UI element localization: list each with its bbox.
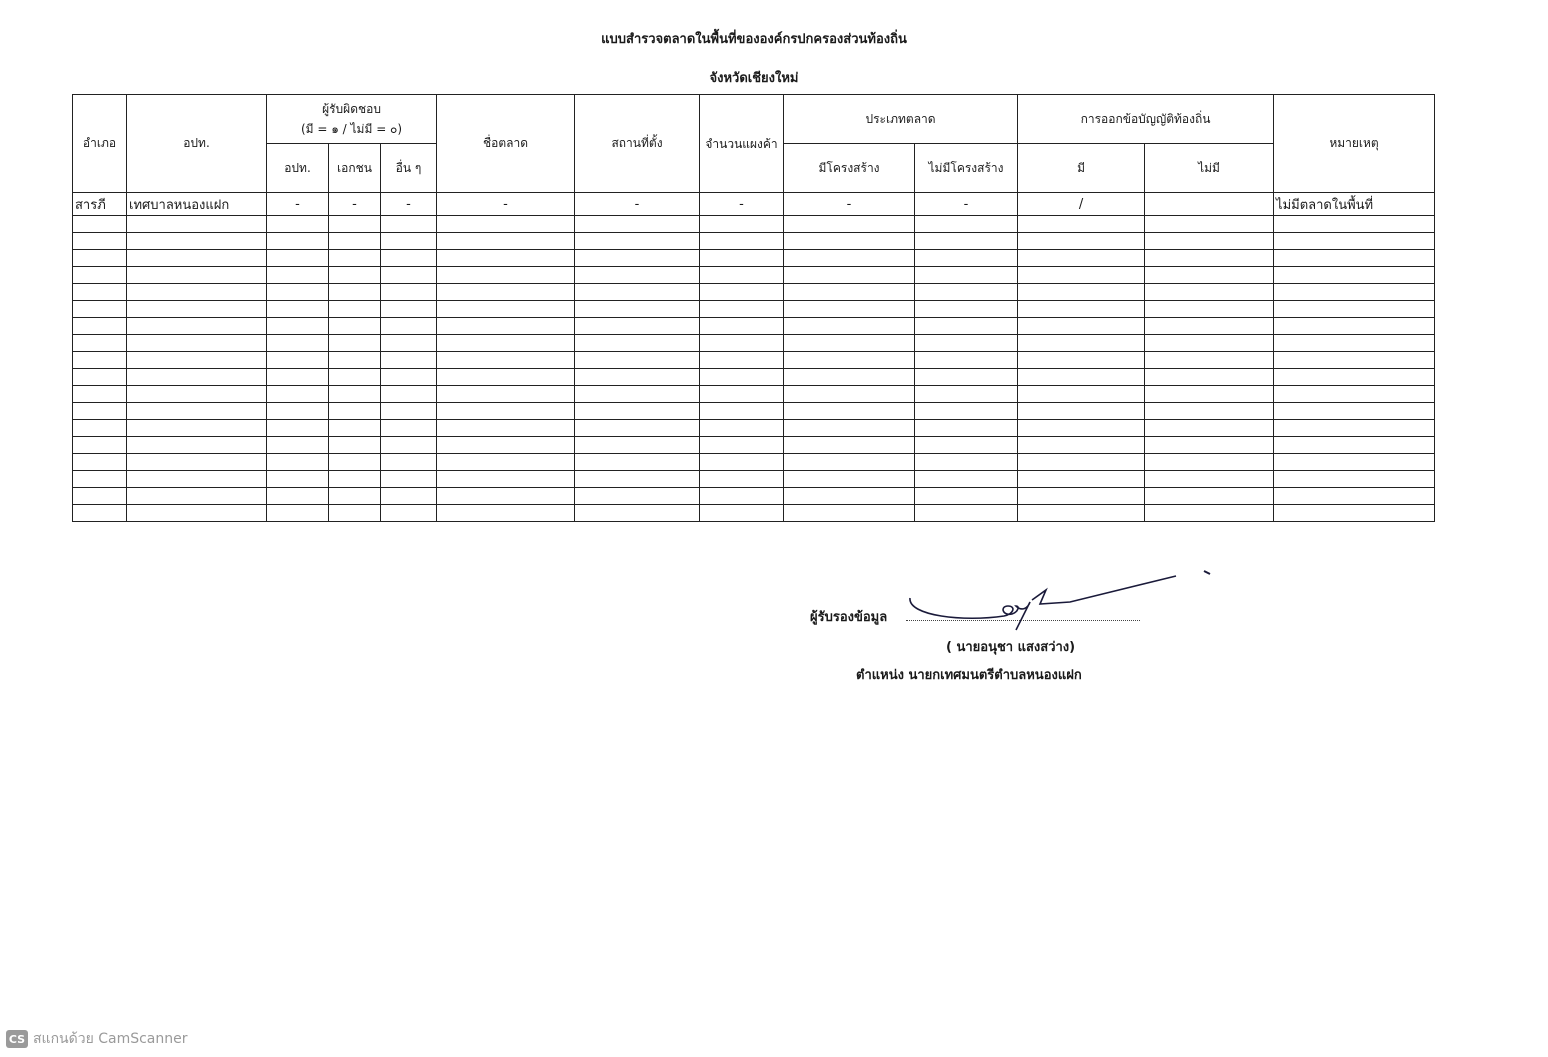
empty-cell xyxy=(437,301,575,318)
empty-cell xyxy=(73,233,127,250)
empty-cell xyxy=(1018,403,1145,420)
empty-cell xyxy=(915,369,1018,386)
empty-cell xyxy=(73,250,127,267)
empty-cell xyxy=(329,250,381,267)
empty-cell xyxy=(1018,471,1145,488)
empty-cell xyxy=(575,301,700,318)
empty-cell xyxy=(437,437,575,454)
empty-cell xyxy=(915,471,1018,488)
empty-cell xyxy=(1018,420,1145,437)
empty-cell xyxy=(381,250,437,267)
cell-stall-count: - xyxy=(700,193,784,216)
empty-cell xyxy=(1274,369,1435,386)
empty-cell xyxy=(1145,471,1274,488)
empty-cell xyxy=(784,233,915,250)
empty-cell xyxy=(1145,420,1274,437)
empty-cell xyxy=(1145,369,1274,386)
empty-cell xyxy=(700,420,784,437)
empty-cell xyxy=(700,301,784,318)
empty-cell xyxy=(1274,437,1435,454)
empty-cell xyxy=(700,437,784,454)
empty-cell xyxy=(127,369,267,386)
empty-cell xyxy=(329,284,381,301)
empty-cell xyxy=(1018,216,1145,233)
header-ordinance: การออกข้อบัญญัติท้องถิ่น xyxy=(1018,95,1274,144)
empty-cell xyxy=(784,403,915,420)
empty-cell xyxy=(267,471,329,488)
empty-cell xyxy=(381,403,437,420)
empty-table-row xyxy=(73,454,1435,471)
empty-cell xyxy=(267,335,329,352)
empty-cell xyxy=(437,216,575,233)
empty-cell xyxy=(127,267,267,284)
empty-table-row xyxy=(73,250,1435,267)
empty-cell xyxy=(575,488,700,505)
empty-cell xyxy=(267,386,329,403)
header-remarks: หมายเหตุ xyxy=(1274,95,1435,193)
empty-cell xyxy=(267,301,329,318)
empty-table-row xyxy=(73,335,1435,352)
empty-table-row xyxy=(73,420,1435,437)
empty-cell xyxy=(915,335,1018,352)
empty-cell xyxy=(329,216,381,233)
empty-cell xyxy=(1274,352,1435,369)
empty-cell xyxy=(700,267,784,284)
empty-cell xyxy=(329,471,381,488)
header-lao: อปท. xyxy=(127,95,267,193)
empty-cell xyxy=(915,437,1018,454)
empty-cell xyxy=(700,488,784,505)
empty-cell xyxy=(73,420,127,437)
header-resp-other: อื่น ๆ xyxy=(381,144,437,193)
empty-cell xyxy=(784,216,915,233)
empty-cell xyxy=(575,318,700,335)
empty-cell xyxy=(700,250,784,267)
empty-table-row xyxy=(73,403,1435,420)
empty-cell xyxy=(1274,301,1435,318)
empty-cell xyxy=(1274,250,1435,267)
empty-cell xyxy=(127,386,267,403)
empty-cell xyxy=(381,454,437,471)
signature-line xyxy=(906,620,1140,621)
empty-table-row xyxy=(73,488,1435,505)
empty-cell xyxy=(1018,369,1145,386)
empty-cell xyxy=(329,488,381,505)
empty-cell xyxy=(73,267,127,284)
empty-cell xyxy=(575,403,700,420)
header-has: มี xyxy=(1018,144,1145,193)
empty-cell xyxy=(1274,403,1435,420)
empty-cell xyxy=(73,216,127,233)
empty-cell xyxy=(1018,335,1145,352)
empty-cell xyxy=(127,488,267,505)
empty-cell xyxy=(784,437,915,454)
empty-cell xyxy=(381,437,437,454)
empty-cell xyxy=(127,233,267,250)
empty-cell xyxy=(73,369,127,386)
header-resp-private: เอกชน xyxy=(329,144,381,193)
empty-table-row xyxy=(73,437,1435,454)
empty-cell xyxy=(575,233,700,250)
empty-cell xyxy=(575,250,700,267)
empty-cell xyxy=(73,437,127,454)
empty-cell xyxy=(381,352,437,369)
cell-has-not xyxy=(1145,193,1274,216)
empty-cell xyxy=(73,284,127,301)
empty-cell xyxy=(1018,454,1145,471)
empty-cell xyxy=(700,386,784,403)
empty-cell xyxy=(700,335,784,352)
empty-table-row xyxy=(73,284,1435,301)
empty-cell xyxy=(784,301,915,318)
empty-table-row xyxy=(73,216,1435,233)
empty-cell xyxy=(437,488,575,505)
empty-cell xyxy=(73,471,127,488)
empty-cell xyxy=(700,352,784,369)
empty-cell xyxy=(267,250,329,267)
empty-cell xyxy=(127,301,267,318)
empty-cell xyxy=(784,335,915,352)
empty-cell xyxy=(381,233,437,250)
header-market-name: ชื่อตลาด xyxy=(437,95,575,193)
empty-cell xyxy=(73,403,127,420)
empty-cell xyxy=(700,318,784,335)
empty-cell xyxy=(127,403,267,420)
empty-cell xyxy=(784,454,915,471)
empty-cell xyxy=(127,284,267,301)
empty-cell xyxy=(437,386,575,403)
empty-cell xyxy=(437,318,575,335)
empty-cell xyxy=(784,386,915,403)
empty-cell xyxy=(1145,488,1274,505)
empty-cell xyxy=(1018,318,1145,335)
empty-cell xyxy=(575,267,700,284)
header-responsible-note: (มี = ๑ / ไม่มี = ๐) xyxy=(300,122,403,136)
empty-cell xyxy=(700,284,784,301)
empty-cell xyxy=(73,301,127,318)
empty-cell xyxy=(915,216,1018,233)
empty-cell xyxy=(1018,233,1145,250)
document-province: จังหวัดเชียงใหม่ xyxy=(709,71,799,86)
empty-cell xyxy=(784,505,915,522)
empty-cell xyxy=(1274,216,1435,233)
header-market-type: ประเภทตลาด xyxy=(784,95,1018,144)
empty-cell xyxy=(915,318,1018,335)
empty-cell xyxy=(329,403,381,420)
empty-cell xyxy=(381,471,437,488)
signature-block xyxy=(808,568,1228,698)
empty-cell xyxy=(329,437,381,454)
empty-cell xyxy=(437,454,575,471)
empty-cell xyxy=(1018,267,1145,284)
empty-cell xyxy=(267,505,329,522)
empty-cell xyxy=(1018,505,1145,522)
empty-cell xyxy=(267,488,329,505)
empty-cell xyxy=(329,301,381,318)
empty-cell xyxy=(1018,284,1145,301)
cell-with-structure: - xyxy=(784,193,915,216)
empty-cell xyxy=(1274,284,1435,301)
empty-cell xyxy=(73,505,127,522)
empty-cell xyxy=(381,505,437,522)
empty-cell xyxy=(267,284,329,301)
cell-resp-private: - xyxy=(329,193,381,216)
empty-cell xyxy=(1274,335,1435,352)
header-resp-lao: อปท. xyxy=(267,144,329,193)
empty-cell xyxy=(1018,352,1145,369)
cell-remarks: ไม่มีตลาดในพื้นที่ xyxy=(1274,193,1435,216)
empty-cell xyxy=(575,335,700,352)
empty-cell xyxy=(575,505,700,522)
market-survey-table xyxy=(72,94,1435,522)
empty-cell xyxy=(575,454,700,471)
empty-cell xyxy=(437,250,575,267)
empty-cell xyxy=(1145,403,1274,420)
empty-cell xyxy=(1145,250,1274,267)
empty-cell xyxy=(381,386,437,403)
empty-cell xyxy=(1145,318,1274,335)
empty-cell xyxy=(1274,233,1435,250)
empty-cell xyxy=(1145,454,1274,471)
empty-table-row xyxy=(73,352,1435,369)
empty-cell xyxy=(73,386,127,403)
header-responsible xyxy=(267,95,437,144)
empty-cell xyxy=(700,369,784,386)
empty-cell xyxy=(915,403,1018,420)
empty-cell xyxy=(784,369,915,386)
empty-cell xyxy=(1274,505,1435,522)
empty-cell xyxy=(437,471,575,488)
cell-without-structure: - xyxy=(915,193,1018,216)
empty-cell xyxy=(1274,267,1435,284)
empty-cell xyxy=(700,471,784,488)
empty-cell xyxy=(437,352,575,369)
empty-cell xyxy=(915,250,1018,267)
empty-cell xyxy=(267,454,329,471)
empty-cell xyxy=(329,352,381,369)
empty-cell xyxy=(127,216,267,233)
watermark-text: สแกนด้วย CamScanner xyxy=(33,1031,188,1047)
cell-resp-lao: - xyxy=(267,193,329,216)
empty-cell xyxy=(1274,471,1435,488)
cell-has: / xyxy=(1018,193,1145,216)
empty-cell xyxy=(915,420,1018,437)
empty-cell xyxy=(127,250,267,267)
signatory-name: ( นายอนุชา แสงสว่าง) xyxy=(946,640,1076,655)
empty-cell xyxy=(267,403,329,420)
empty-cell xyxy=(915,267,1018,284)
cell-lao: เทศบาลหนองแฝก xyxy=(127,193,267,216)
empty-cell xyxy=(1145,437,1274,454)
empty-cell xyxy=(381,318,437,335)
empty-cell xyxy=(437,420,575,437)
empty-cell xyxy=(915,505,1018,522)
empty-cell xyxy=(329,233,381,250)
empty-cell xyxy=(267,267,329,284)
empty-cell xyxy=(1145,386,1274,403)
empty-cell xyxy=(267,216,329,233)
empty-cell xyxy=(127,352,267,369)
empty-cell xyxy=(575,437,700,454)
empty-cell xyxy=(915,301,1018,318)
header-has-not: ไม่มี xyxy=(1145,144,1274,193)
empty-cell xyxy=(381,216,437,233)
empty-cell xyxy=(1018,437,1145,454)
empty-cell xyxy=(127,335,267,352)
empty-cell xyxy=(329,420,381,437)
empty-cell xyxy=(915,454,1018,471)
empty-cell xyxy=(73,318,127,335)
empty-cell xyxy=(575,369,700,386)
empty-cell xyxy=(915,386,1018,403)
empty-cell xyxy=(329,505,381,522)
empty-cell xyxy=(437,233,575,250)
empty-cell xyxy=(1018,488,1145,505)
empty-table-row xyxy=(73,386,1435,403)
cell-district: สารภี xyxy=(73,193,127,216)
empty-cell xyxy=(437,335,575,352)
empty-table-row xyxy=(73,471,1435,488)
empty-table-row xyxy=(73,318,1435,335)
empty-cell xyxy=(1274,386,1435,403)
empty-cell xyxy=(700,216,784,233)
empty-cell xyxy=(437,505,575,522)
empty-cell xyxy=(127,471,267,488)
empty-cell xyxy=(437,267,575,284)
signature-label: ผู้รับรองข้อมูล xyxy=(810,610,888,625)
empty-cell xyxy=(381,335,437,352)
empty-cell xyxy=(1018,386,1145,403)
document-title: แบบสำรวจตลาดในพื้นที่ขององค์กรปกครองส่วนท้องถิ่น xyxy=(601,32,907,47)
header-location: สถานที่ตั้ง xyxy=(575,95,700,193)
empty-table-row xyxy=(73,301,1435,318)
empty-cell xyxy=(1145,267,1274,284)
empty-cell xyxy=(1018,301,1145,318)
empty-cell xyxy=(575,420,700,437)
empty-table-row xyxy=(73,505,1435,522)
empty-cell xyxy=(381,369,437,386)
empty-cell xyxy=(329,267,381,284)
empty-cell xyxy=(575,386,700,403)
cell-location: - xyxy=(575,193,700,216)
empty-cell xyxy=(784,267,915,284)
empty-cell xyxy=(267,352,329,369)
empty-cell xyxy=(915,488,1018,505)
header-with-structure: มีโครงสร้าง xyxy=(784,144,915,193)
table-row xyxy=(73,193,1435,216)
empty-cell xyxy=(915,233,1018,250)
empty-cell xyxy=(1274,454,1435,471)
empty-cell xyxy=(1274,488,1435,505)
empty-cell xyxy=(127,318,267,335)
empty-cell xyxy=(575,284,700,301)
camscanner-watermark xyxy=(6,1028,188,1050)
empty-cell xyxy=(73,488,127,505)
empty-cell xyxy=(267,233,329,250)
empty-cell xyxy=(437,369,575,386)
empty-cell xyxy=(700,233,784,250)
empty-cell xyxy=(329,335,381,352)
empty-cell xyxy=(575,352,700,369)
empty-cell xyxy=(381,267,437,284)
header-responsible-label: ผู้รับผิดชอบ xyxy=(322,102,381,116)
empty-cell xyxy=(267,437,329,454)
empty-cell xyxy=(381,420,437,437)
cell-market-name: - xyxy=(437,193,575,216)
handwritten-signature xyxy=(904,568,1224,638)
empty-cell xyxy=(329,369,381,386)
empty-cell xyxy=(1145,335,1274,352)
empty-cell xyxy=(73,352,127,369)
empty-cell xyxy=(784,318,915,335)
empty-cell xyxy=(73,454,127,471)
empty-cell xyxy=(127,420,267,437)
empty-cell xyxy=(437,284,575,301)
empty-cell xyxy=(700,505,784,522)
empty-cell xyxy=(1145,233,1274,250)
empty-cell xyxy=(437,403,575,420)
empty-table-row xyxy=(73,233,1435,250)
empty-cell xyxy=(1274,318,1435,335)
empty-cell xyxy=(381,301,437,318)
empty-cell xyxy=(73,335,127,352)
empty-cell xyxy=(127,454,267,471)
empty-cell xyxy=(329,386,381,403)
empty-cell xyxy=(329,318,381,335)
signatory-position: ตำแหน่ง นายกเทศมนตรีตำบลหนองแฝก xyxy=(856,668,1082,683)
empty-cell xyxy=(1274,420,1435,437)
cell-resp-other: - xyxy=(381,193,437,216)
empty-cell xyxy=(700,403,784,420)
empty-cell xyxy=(329,454,381,471)
empty-cell xyxy=(267,369,329,386)
empty-cell xyxy=(575,216,700,233)
header-without-structure: ไม่มีโครงสร้าง xyxy=(915,144,1018,193)
empty-cell xyxy=(784,471,915,488)
empty-cell xyxy=(1145,301,1274,318)
empty-cell xyxy=(1145,352,1274,369)
empty-cell xyxy=(381,488,437,505)
empty-cell xyxy=(575,471,700,488)
empty-cell xyxy=(267,420,329,437)
empty-table-row xyxy=(73,267,1435,284)
empty-cell xyxy=(784,420,915,437)
camscanner-logo-icon: CS xyxy=(6,1030,28,1048)
empty-cell xyxy=(784,250,915,267)
empty-cell xyxy=(784,284,915,301)
empty-cell xyxy=(127,437,267,454)
empty-cell xyxy=(915,352,1018,369)
empty-table-row xyxy=(73,369,1435,386)
empty-cell xyxy=(1145,284,1274,301)
empty-cell xyxy=(784,352,915,369)
empty-cell xyxy=(784,488,915,505)
empty-cell xyxy=(127,505,267,522)
empty-cell xyxy=(1018,250,1145,267)
empty-cell xyxy=(1145,216,1274,233)
empty-cell xyxy=(1145,505,1274,522)
header-stall-count: จำนวนแผงค้า xyxy=(700,95,784,193)
empty-cell xyxy=(381,284,437,301)
header-district: อำเภอ xyxy=(73,95,127,193)
empty-cell xyxy=(700,454,784,471)
empty-cell xyxy=(915,284,1018,301)
empty-cell xyxy=(267,318,329,335)
